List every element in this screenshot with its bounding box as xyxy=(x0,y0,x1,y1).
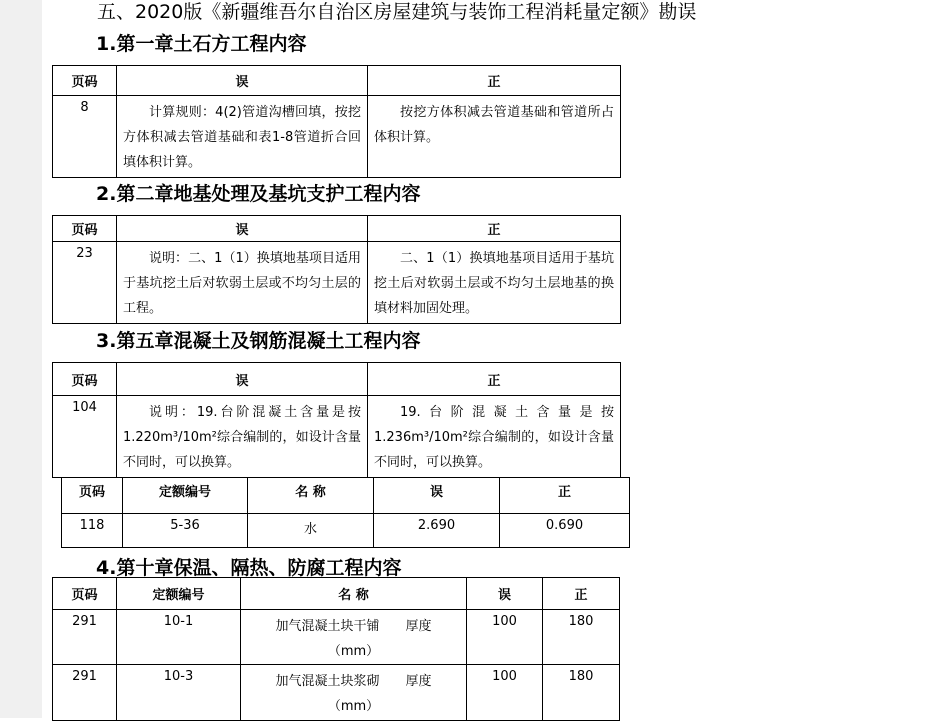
cell-name xyxy=(241,665,467,721)
table-header-row xyxy=(53,578,620,610)
header-correct: 正 xyxy=(368,363,621,396)
table-row xyxy=(53,610,620,665)
cell-page: 104 xyxy=(53,396,117,478)
cell-correct: 19.台阶混凝土含量是按1.236m³/10m²综合编制的，如设计含量不同时，可以换算。 xyxy=(368,396,621,478)
left-margin-bar xyxy=(0,0,42,718)
cell-code: 10-3 xyxy=(117,665,241,721)
header-page: 页码 xyxy=(53,66,117,96)
cell-code: 5-36 xyxy=(123,514,248,548)
cell-page: 118 xyxy=(62,514,123,548)
cell-wrong: 100 xyxy=(467,665,543,721)
cell-correct: 按挖方体积减去管道基础和管道所占体积计算。 xyxy=(368,96,621,178)
header-page: 页码 xyxy=(53,363,117,396)
cell-name-line2: （mm） xyxy=(327,699,380,714)
cell-page: 8 xyxy=(53,96,117,178)
cell-name-line2: （mm） xyxy=(327,644,380,659)
table-row xyxy=(53,396,621,478)
cell-name-line1: 加气混凝土块干铺 厚度 xyxy=(275,619,432,634)
cell-correct: 180 xyxy=(543,665,620,721)
cell-page: 291 xyxy=(53,610,117,665)
section-heading-ch1: 1.第一章土石方工程内容 xyxy=(96,33,307,55)
header-page: 页码 xyxy=(53,216,117,242)
header-code: 定额编号 xyxy=(123,478,248,514)
table-header-row xyxy=(53,216,621,242)
cell-wrong: 100 xyxy=(467,610,543,665)
cell-name-line1: 加气混凝土块浆砌 厚度 xyxy=(275,674,432,689)
section-heading-ch10: 4.第十章保温、隔热、防腐工程内容 xyxy=(96,557,402,579)
cell-name xyxy=(241,610,467,665)
header-correct: 正 xyxy=(368,216,621,242)
header-correct: 正 xyxy=(368,66,621,96)
header-page: 页码 xyxy=(62,478,123,514)
header-page: 页码 xyxy=(53,578,117,610)
table-header-row xyxy=(62,478,630,514)
cell-correct: 180 xyxy=(543,610,620,665)
table-header-row xyxy=(53,66,621,96)
cell-code: 10-1 xyxy=(117,610,241,665)
cell-wrong: 计算规则：4(2)管道沟槽回填，按挖方体积减去管道基础和表1-8管道折合回填体积计算。 xyxy=(117,96,368,178)
table-row xyxy=(53,665,620,721)
cell-wrong: 说明：二、1（1）换填地基项目适用于基坑挖土后对软弱土层或不均匀土层的工程。 xyxy=(117,242,368,324)
errata-subtable-ch5 xyxy=(61,477,630,548)
section-heading-ch5: 3.第五章混凝土及钢筋混凝土工程内容 xyxy=(96,330,421,352)
table-row xyxy=(53,242,621,324)
cell-correct: 二、1（1）换填地基项目适用于基坑挖土后对软弱土层或不均匀土层地基的换填材料加固处理。 xyxy=(368,242,621,324)
cell-page: 291 xyxy=(53,665,117,721)
errata-table-ch2 xyxy=(52,215,621,324)
header-wrong: 误 xyxy=(117,216,368,242)
errata-table-ch5 xyxy=(52,362,621,478)
section-heading-ch2: 2.第二章地基处理及基坑支护工程内容 xyxy=(96,183,421,205)
header-correct: 正 xyxy=(543,578,620,610)
cell-wrong: 说明：19.台阶混凝土含量是按1.220m³/10m²综合编制的，如设计含量不同时，可以换算。 xyxy=(117,396,368,478)
header-name: 名 称 xyxy=(241,578,467,610)
table-row xyxy=(62,514,630,548)
table-header-row xyxy=(53,363,621,396)
cell-wrong: 2.690 xyxy=(374,514,500,548)
errata-table-ch1 xyxy=(52,65,621,178)
header-wrong: 误 xyxy=(467,578,543,610)
cell-page: 23 xyxy=(53,242,117,324)
cell-correct: 0.690 xyxy=(500,514,630,548)
table-row xyxy=(53,96,621,178)
header-wrong: 误 xyxy=(117,66,368,96)
header-wrong: 误 xyxy=(117,363,368,396)
header-correct: 正 xyxy=(500,478,630,514)
cell-name: 水 xyxy=(248,514,374,548)
header-wrong: 误 xyxy=(374,478,500,514)
errata-table-ch10 xyxy=(52,577,620,721)
header-name: 名 称 xyxy=(248,478,374,514)
header-code: 定额编号 xyxy=(117,578,241,610)
document-title: 五、2020版《新疆维吾尔自治区房屋建筑与装饰工程消耗量定额》勘误 xyxy=(97,1,697,23)
